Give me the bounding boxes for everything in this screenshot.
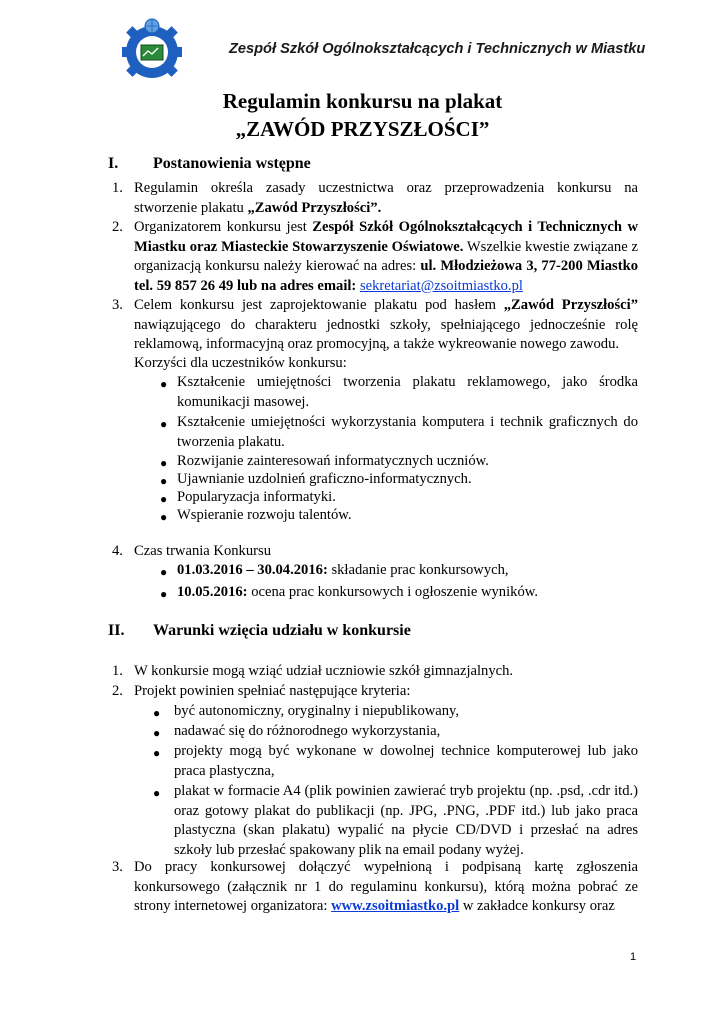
bullet-icon: ●	[153, 746, 161, 760]
benefit-item: Wspieranie rozwoju talentów.	[177, 507, 352, 523]
section-1-number: I.	[108, 155, 119, 172]
document-title: Regulamin konkursu na plakat	[222, 89, 503, 113]
bullet-icon: ●	[153, 726, 161, 740]
section-2-number: II.	[108, 622, 125, 639]
monitor-icon	[141, 45, 163, 60]
bullet-icon: ●	[160, 377, 168, 391]
benefit-item: Kształcenie umiejętności tworzenia plakatu reklamowego, jako środka komunikacji masowej.	[177, 374, 638, 410]
benefit-item: Rozwijanie zainteresowań informatycznych uczniów.	[177, 453, 489, 469]
bullet-icon: ●	[160, 587, 168, 601]
benefit-item: Ujawnianie uzdolnień graficzno-informatycznych.	[177, 471, 472, 487]
section-1-title: Postanowienia wstępne	[153, 155, 311, 172]
bullet-icon: ●	[160, 510, 168, 524]
date-item: 01.03.2016 – 30.04.2016: składanie prac konkursowych,	[177, 562, 509, 578]
benefit-item: Popularyzacja informatyki.	[177, 489, 336, 505]
email-link[interactable]: sekretariat@zsoitmiastko.pl	[359, 277, 523, 294]
bullet-icon: ●	[153, 786, 161, 800]
s1-item-1-number: 1.	[112, 180, 123, 196]
bullet-icon: ●	[160, 565, 168, 579]
s2-item-1-number: 1.	[112, 663, 123, 679]
bullet-icon: ●	[160, 417, 168, 431]
s1-item-4-number: 4.	[112, 543, 123, 559]
s1-item-4-text: Czas trwania Konkursu	[134, 543, 271, 559]
bullet-icon: ●	[160, 474, 168, 488]
s2-item-3-text: Do pracy konkursowej dołączyć wypełnioną i podpisaną kartę zgłoszenia konkursowego (załącznik nr 1 do regulaminu konkursu), którą można pobrać ze strony internetowej organizatora: www.zsoitmiastko.pl w zakładce konkursy oraz	[134, 859, 638, 914]
date-item: 10.05.2016: ocena prac konkursowych i ogłoszenie wyników.	[177, 584, 538, 600]
s2-item-1-text: W konkursie mogą wziąć udział uczniowie szkół gimnazjalnych.	[134, 663, 514, 679]
school-logo	[118, 14, 186, 82]
document-subtitle: „ZAWÓD PRZYSZŁOŚCI”	[235, 117, 490, 141]
header-school-name: Zespół Szkół Ogólnokształcących i Technicznych w Miastku	[229, 41, 646, 57]
bullet-icon: ●	[160, 492, 168, 506]
bullet-icon: ●	[160, 456, 168, 470]
benefits-label: Korzyści dla uczestników konkursu:	[134, 355, 347, 371]
criteria-item: być autonomiczny, oryginalny i niepublikowany,	[174, 703, 460, 719]
s1-item-1-text: Regulamin określa zasady uczestnictwa oraz przeprowadzenia konkursu na stworzenie plakatu „Zawód Przyszłości”.	[134, 180, 638, 216]
s1-item-2-text: Organizatorem konkursu jest Zespół Szkół Ogólnokształcących i Technicznych w Miastku oraz Miasteckie Stowarzyszenie Oświatowe. Wszelkie kwestie związane z organizacją konkursu należy kierować na adres: ul. Młodzieżowa 3, 77-200 Miastko tel. 59 857 26 49 lub na adres email: sekretariat@zsoitmiastko.pl	[134, 219, 638, 294]
section-2-title: Warunki wzięcia udziału w konkursie	[153, 622, 411, 639]
s2-item-3-number: 3.	[112, 859, 123, 875]
bullet-icon: ●	[153, 706, 161, 720]
website-link[interactable]: www.zsoitmiastko.pl	[331, 898, 460, 914]
benefit-item: Kształcenie umiejętności wykorzystania komputera i technik graficznych do tworzenia plakatu.	[177, 414, 638, 450]
criteria-item: projekty mogą być wykonane w dowolnej technice komputerowej lub jako praca plastyczna,	[174, 743, 638, 779]
s2-item-2-number: 2.	[112, 683, 123, 699]
s1-item-2-number: 2.	[112, 219, 123, 235]
page-number: 1	[630, 951, 637, 963]
s1-item-3-text: Celem konkursu jest zaprojektowanie plakatu pod hasłem „Zawód Przyszłości” nawiązującego do charakteru jednostki szkoły, spełniającego jednocześnie rolę reklamową, informacyjną oraz promocyjną, a także wykreowanie nowego zawodu.	[134, 297, 638, 352]
s2-item-2-text: Projekt powinien spełniać następujące kryteria:	[134, 683, 411, 699]
criteria-item: nadawać się do różnorodnego wykorzystania,	[174, 723, 441, 739]
criteria-item: plakat w formacie A4 (plik powinien zawierać tryb projektu (np. .psd, .cdr itd.) oraz gotowy plakat do publikacji (np. JPG, .PNG, .PDF itd.) lub jako praca plastyczna (skan plakatu) wypalić na płycie CD/DVD i przesłać na adres szkoły lub przesłać spakowany plik na email podany wyżej.	[174, 783, 638, 858]
s1-item-3-number: 3.	[112, 297, 123, 313]
